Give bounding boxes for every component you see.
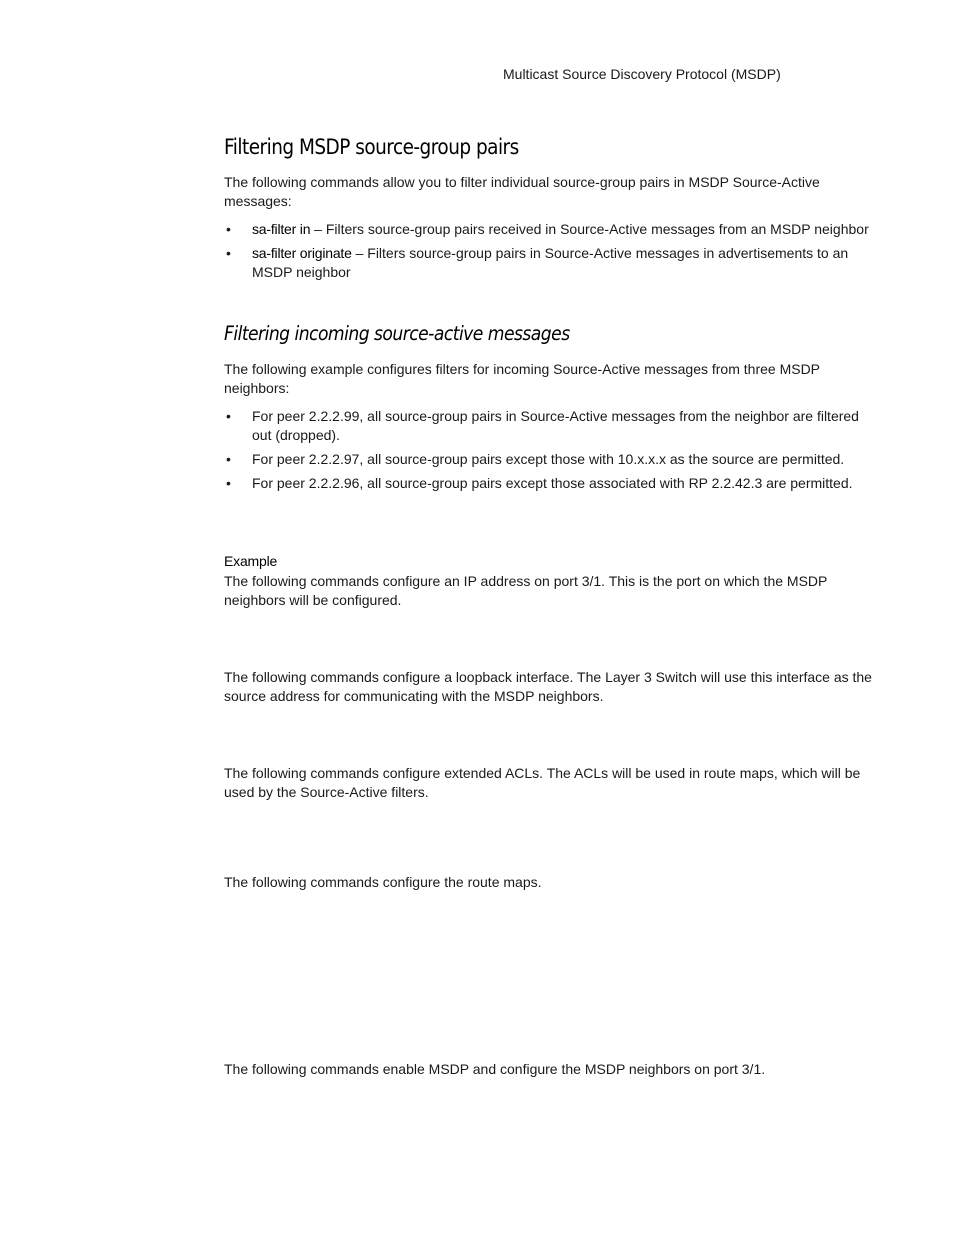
list-item (224, 407, 872, 445)
paragraph-route-maps: The following commands configure the route maps. (224, 874, 542, 890)
bullet-icon: • (226, 245, 231, 261)
command-term: sa-filter in (252, 221, 311, 237)
command-description: – Filters source-group pairs in Source-Active messages in advertisements to an MSDP neighbor (252, 245, 849, 280)
paragraph-loopback: The following commands configure a loopback interface. The Layer 3 Switch will use this interface as the source address for communicating with the MSDP neighbors. (224, 669, 872, 704)
list-item (224, 474, 872, 493)
section-title-filtering-msdp: Filtering MSDP source-group pairs (224, 135, 519, 159)
list-item (224, 244, 872, 282)
example-label: Example (224, 553, 278, 569)
sa-filter-command-list (224, 220, 872, 287)
bullet-icon: • (226, 475, 231, 491)
list-item (224, 450, 872, 469)
paragraph-enable-msdp: The following commands enable MSDP and configure the MSDP neighbors on port 3/1. (224, 1061, 766, 1077)
section-title-filtering-incoming: Filtering incoming source-active messages (224, 322, 570, 345)
paragraph-ip-address: The following commands configure an IP address on port 3/1. This is the port on which the MSDP neighbors will be configured. (224, 573, 828, 608)
peer-filter-text: For peer 2.2.2.97, all source-group pairs except those with 10.x.x.x as the source are permitted. (252, 451, 845, 467)
paragraph-acls: The following commands configure extended ACLs. The ACLs will be used in route maps, which will be used by the Source-Active filters. (224, 765, 861, 800)
command-term: sa-filter originate (252, 245, 352, 261)
list-item (224, 220, 872, 239)
bullet-icon: • (226, 221, 231, 237)
peer-filter-text: For peer 2.2.2.96, all source-group pairs except those associated with RP 2.2.42.3 are permitted. (252, 475, 853, 491)
section1-intro: The following commands allow you to filter individual source-group pairs in MSDP Source-Active messages: (224, 174, 820, 209)
section2-intro: The following example configures filters for incoming Source-Active messages from three MSDP neighbors: (224, 361, 820, 396)
peer-filter-text: For peer 2.2.2.99, all source-group pairs in Source-Active messages from the neighbor are filtered out (dropped). (252, 408, 859, 443)
command-description: – Filters source-group pairs received in Source-Active messages from an MSDP neighbor (310, 221, 869, 237)
bullet-icon: • (226, 451, 231, 467)
bullet-icon: • (226, 408, 231, 424)
running-header: Multicast Source Discovery Protocol (MSDP) (503, 66, 781, 82)
peer-filter-list (224, 407, 872, 498)
